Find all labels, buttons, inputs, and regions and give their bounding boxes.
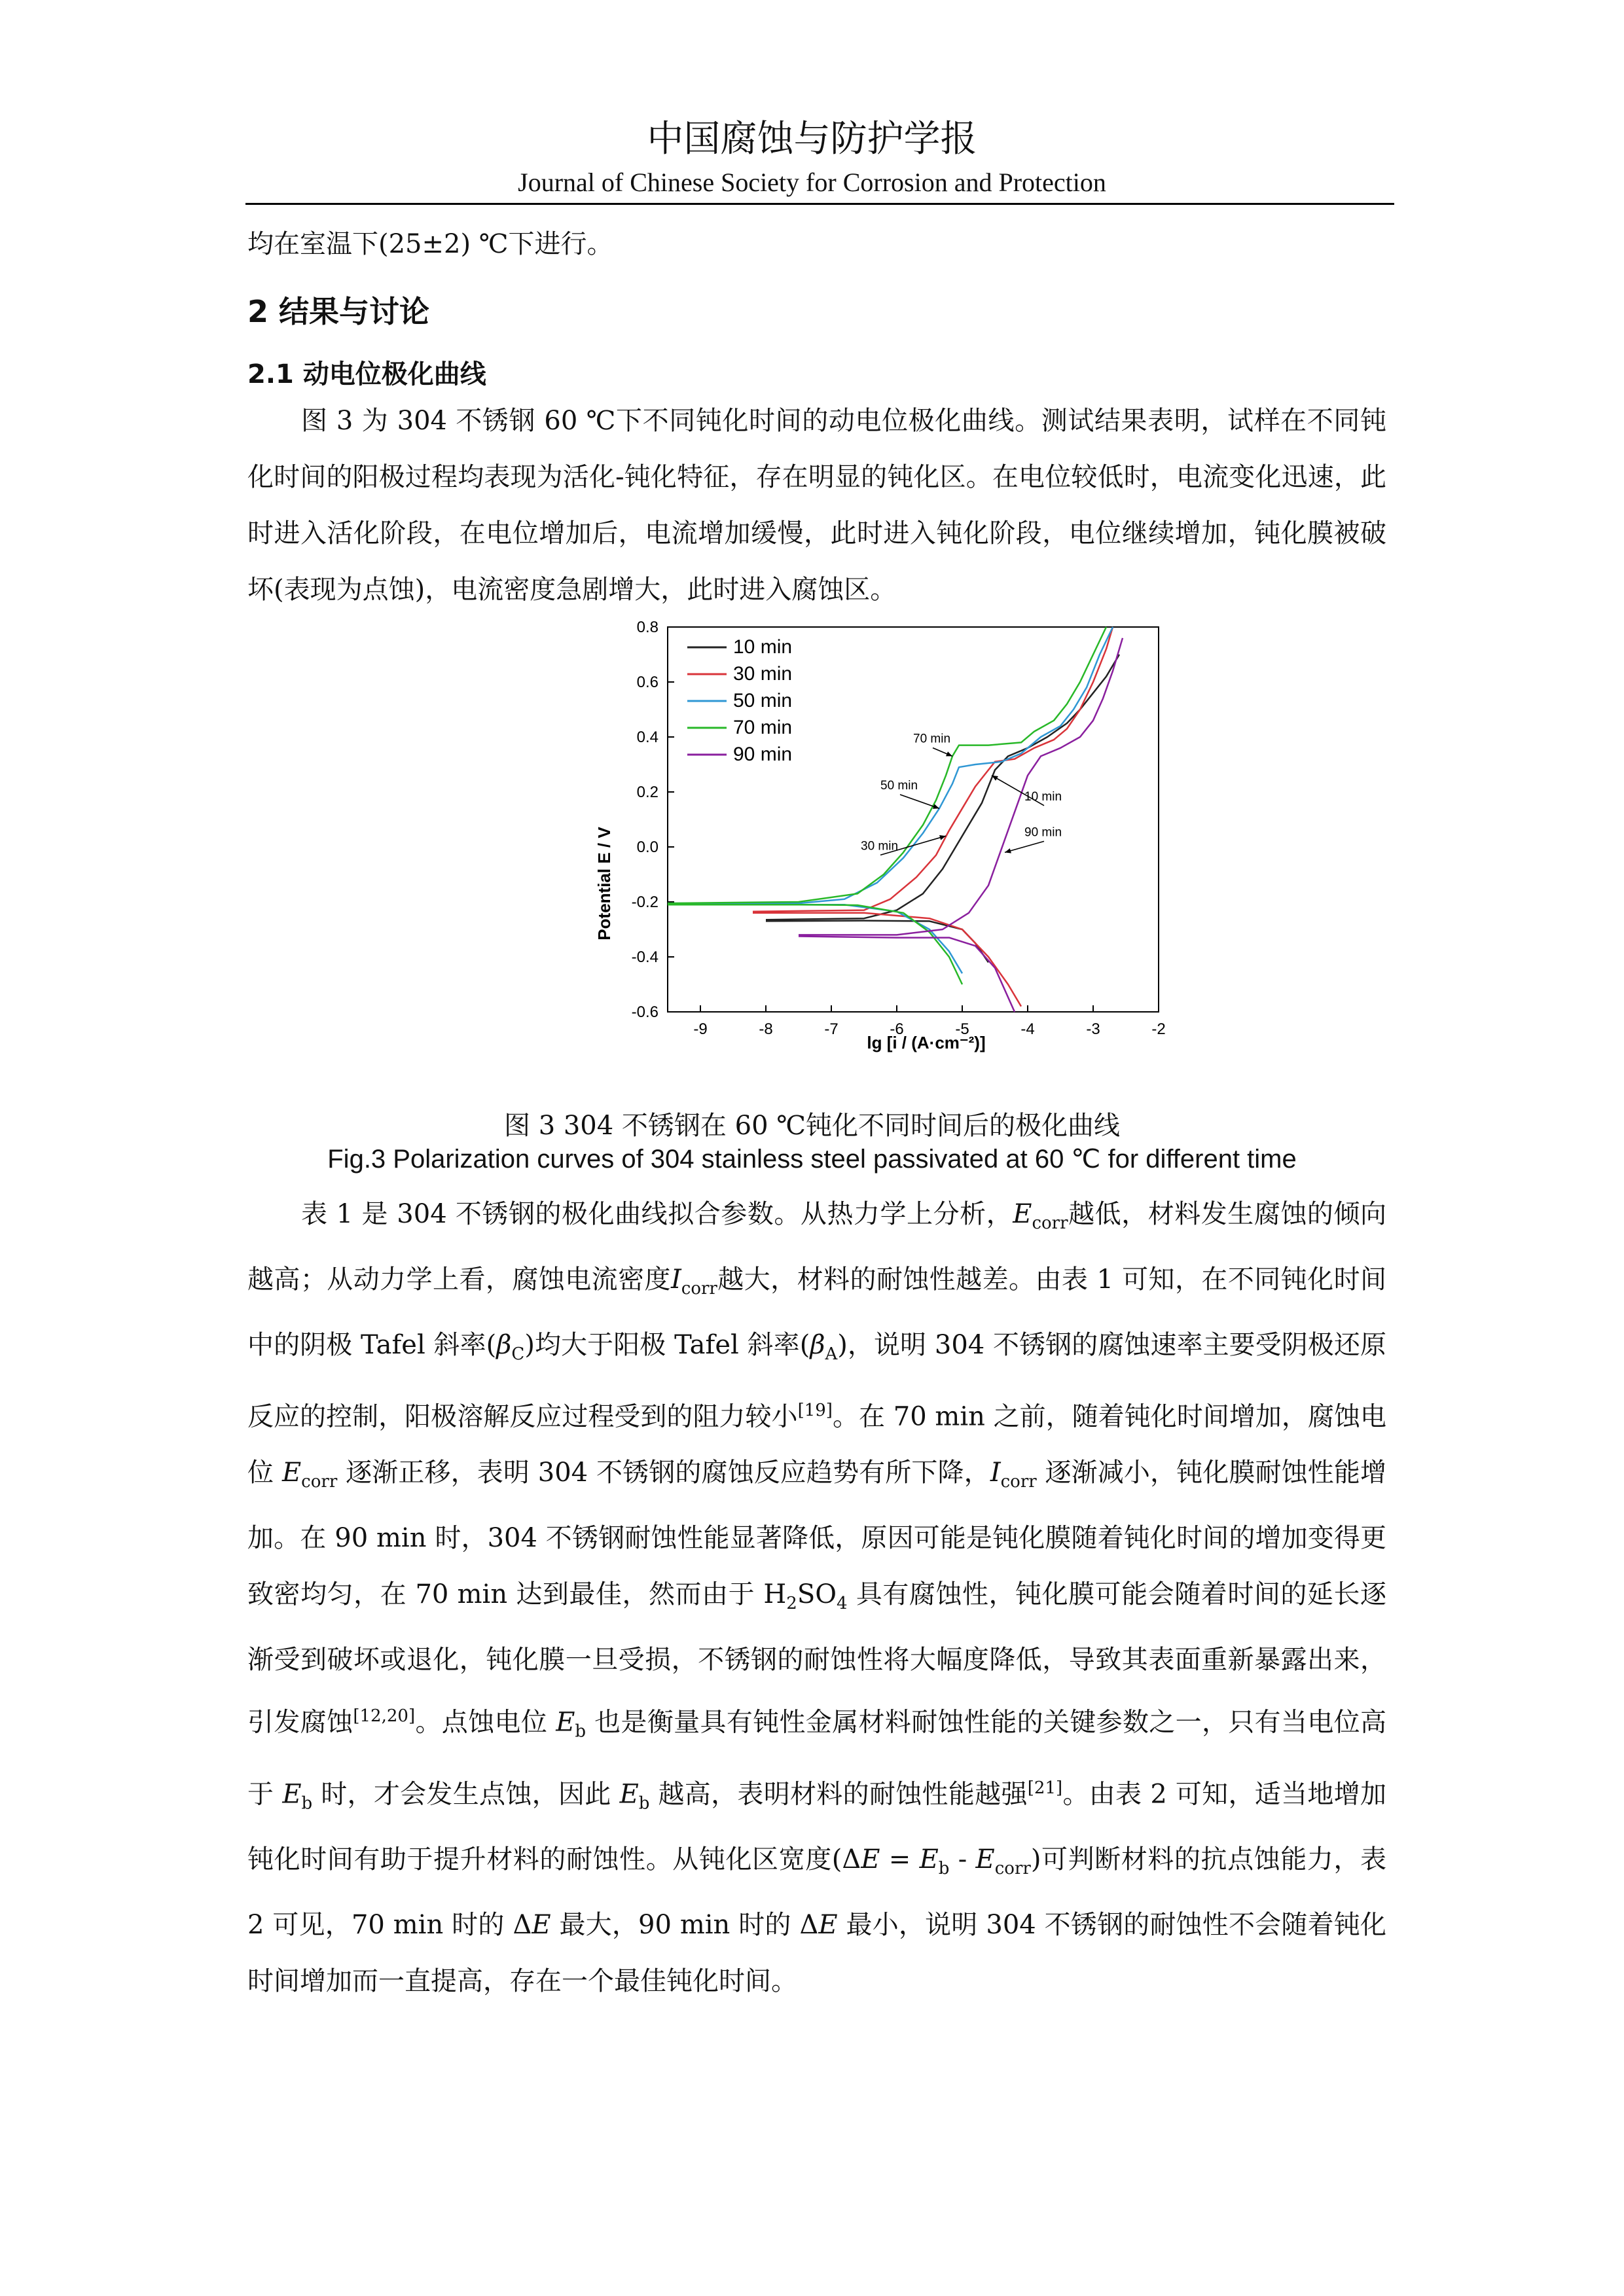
text-run: )可判断材料的抗点蚀能力，表 2 可见，70 min 时的 Δ bbox=[247, 1844, 1386, 1940]
subscript-corr: corr bbox=[681, 1279, 717, 1299]
text-run: 逐渐减小，钝化膜耐蚀性能增加。在 90 min 时，304 不锈钢耐蚀性能显著降低，原因可能是钝化膜随着钝化时间的增加变得更致密均匀，在 70 min 达到最佳，然而由于 H bbox=[247, 1458, 1387, 1610]
x-axis-label: lg [i / (A·cm⁻²)] bbox=[867, 1033, 986, 1052]
series-line-30-min-anodic bbox=[753, 627, 1113, 912]
y-axis-label: Potential E / V bbox=[594, 827, 614, 941]
symbol-E: E bbox=[818, 1909, 838, 1940]
chart-legend bbox=[687, 636, 792, 765]
text-run: 越低，材料发生腐蚀的倾向越高；从动力学上看，腐蚀电流密度 bbox=[247, 1199, 1387, 1295]
annotation-label: 70 min bbox=[913, 732, 951, 746]
symbol-E: E bbox=[281, 1458, 302, 1488]
text-run: 也是衡量具有钝性金属材料耐蚀性能的关键参数之一，只有当电位高于 bbox=[247, 1707, 1387, 1809]
citation-ref: [19] bbox=[797, 1401, 833, 1420]
journal-title-cn: 中国腐蚀与防护学报 bbox=[647, 118, 977, 160]
text-run: )均大于阳极 Tafel 斜率( bbox=[524, 1330, 810, 1360]
header-divider bbox=[245, 203, 1394, 205]
symbol-beta: β bbox=[496, 1330, 512, 1360]
subscript-b: b bbox=[938, 1858, 950, 1878]
subscript-2: 2 bbox=[786, 1594, 797, 1614]
symbol-I: I bbox=[670, 1265, 681, 1295]
text-run: 逐渐正移，表明 304 不锈钢的腐蚀反应趋势有所下降， bbox=[337, 1458, 990, 1488]
journal-title-en: Journal of Chinese Society for Corrosion and Protection bbox=[518, 168, 1106, 197]
chart-ticks bbox=[632, 619, 1166, 1038]
subscript-b: b bbox=[638, 1793, 650, 1813]
subscript-corr: corr bbox=[1000, 1472, 1037, 1492]
symbol-E: E bbox=[619, 1778, 639, 1809]
x-tick-label: -8 bbox=[759, 1020, 773, 1038]
x-tick-label: -7 bbox=[824, 1020, 839, 1038]
subscript-A: A bbox=[825, 1344, 838, 1364]
series-line-30-min-cathodic bbox=[753, 913, 1021, 1007]
text-run: 时，才会发生点蚀，因此 bbox=[312, 1778, 620, 1809]
polarization-chart bbox=[576, 615, 1178, 1113]
subscript-corr: corr bbox=[301, 1472, 338, 1492]
symbol-E: E bbox=[1013, 1199, 1032, 1229]
legend-label: 90 min bbox=[733, 744, 793, 765]
text-run: 越大，材料的耐蚀性越差。由表 1 可知，在不同钝化时间中的阴极 Tafel 斜率( bbox=[247, 1265, 1387, 1360]
series-line-90-min-anodic bbox=[799, 638, 1123, 935]
series-line-50-min-cathodic bbox=[668, 905, 962, 973]
symbol-E: E bbox=[975, 1844, 995, 1874]
text-run: 。在 70 min 之前，随着钝化时间增加，腐蚀电位 bbox=[247, 1401, 1386, 1488]
text-run: SO bbox=[797, 1579, 837, 1610]
legend-label: 70 min bbox=[733, 717, 793, 738]
y-tick-label: 0.4 bbox=[636, 728, 659, 746]
text-run: = bbox=[880, 1844, 920, 1874]
subscript-b: b bbox=[301, 1793, 313, 1813]
text-run: 。点蚀电位 bbox=[415, 1707, 556, 1738]
legend-label: 30 min bbox=[733, 663, 793, 685]
figure-caption-en: Fig.3 Polarization curves of 304 stainless steel passivated at 60 ℃ for different time bbox=[327, 1145, 1297, 1174]
subscript-4: 4 bbox=[837, 1594, 848, 1614]
symbol-beta: β bbox=[810, 1330, 825, 1360]
x-tick-label: -9 bbox=[693, 1020, 708, 1038]
plot-frame bbox=[668, 627, 1159, 1012]
y-tick-label: 0.6 bbox=[636, 673, 659, 691]
annotation-label: 50 min bbox=[880, 779, 918, 793]
chart-series bbox=[668, 627, 1123, 1012]
text-run: 越高，表明材料的耐蚀性能越强 bbox=[649, 1778, 1028, 1809]
x-tick-label: -2 bbox=[1151, 1020, 1166, 1038]
annotation-arrowhead bbox=[1005, 848, 1011, 853]
annotation-arrow bbox=[1005, 841, 1044, 852]
symbol-E: E bbox=[919, 1844, 939, 1874]
paragraph-continued: 均在室温下(25±2) ℃下进行。 bbox=[247, 229, 613, 259]
paragraph-fitting-parameters bbox=[247, 1186, 1386, 2009]
annotation-label: 10 min bbox=[1024, 789, 1062, 804]
y-tick-label: -0.2 bbox=[631, 893, 659, 911]
legend-label: 10 min bbox=[733, 636, 793, 658]
text-run: 具有腐蚀性，钝化膜可能会随着时间的延长逐渐受到破坏或退化，钝化膜一旦受损，不锈钢的耐蚀性将大幅度降低，导致其表面重新暴露出来，引发腐蚀 bbox=[247, 1579, 1387, 1738]
series-line-90-min-cathodic bbox=[799, 937, 1015, 1013]
subscript-C: C bbox=[511, 1344, 525, 1364]
chart-frame bbox=[668, 627, 1159, 1012]
text-run: 表 1 是 304 不锈钢的极化曲线拟合参数。从热力学上分析， bbox=[301, 1199, 1013, 1229]
x-tick-label: -5 bbox=[955, 1020, 969, 1038]
symbol-E: E bbox=[556, 1707, 575, 1738]
y-tick-label: 0.2 bbox=[636, 783, 659, 801]
section-heading-2-1: 2.1 动电位极化曲线 bbox=[247, 359, 486, 389]
citation-ref: [12,20] bbox=[353, 1706, 416, 1727]
y-tick-label: 0.8 bbox=[636, 619, 659, 636]
text-run: - bbox=[949, 1844, 976, 1874]
text-run: )，说明 304 不锈钢的腐蚀速率主要受阴极还原反应的控制，阳极溶解反应过程受到的阻力较小 bbox=[247, 1330, 1386, 1432]
annotation-arrow bbox=[900, 795, 939, 808]
legend-label: 50 min bbox=[733, 690, 793, 711]
series-line-70-min-cathodic bbox=[668, 905, 962, 984]
section-heading-2: 2 结果与讨论 bbox=[247, 294, 430, 329]
x-tick-label: -3 bbox=[1086, 1020, 1100, 1038]
series-line-10-min-anodic bbox=[766, 655, 1119, 920]
symbol-E: E bbox=[282, 1778, 302, 1809]
y-tick-label: -0.6 bbox=[631, 1003, 659, 1021]
subscript-corr: corr bbox=[994, 1858, 1031, 1878]
symbol-E: E bbox=[861, 1844, 880, 1874]
annotation-label: 30 min bbox=[861, 839, 899, 853]
annotation-label: 90 min bbox=[1024, 825, 1062, 840]
figure-polarization-curves bbox=[576, 615, 1178, 1113]
text-run: 最大，90 min 时的 Δ bbox=[550, 1909, 819, 1940]
symbol-E: E bbox=[532, 1909, 551, 1940]
y-tick-label: -0.4 bbox=[631, 948, 659, 966]
y-tick-label: 0.0 bbox=[636, 838, 659, 856]
x-tick-label: -4 bbox=[1020, 1020, 1035, 1038]
text-run: 最小，说明 304 不锈钢的耐蚀性不会随着钝化时间增加而一直提高，存在一个最佳钝化时间。 bbox=[247, 1909, 1386, 1996]
subscript-corr: corr bbox=[1032, 1213, 1068, 1233]
paragraph-polarization-intro: 图 3 为 304 不锈钢 60 ℃下不同钝化时间的动电位极化曲线。测试结果表明，试样在不同钝化时间的阳极过程均表现为活化-钝化特征，存在明显的钝化区。在电位较低时，电流变化迅速，此时进入活化阶段，在电位增加后，电流增加缓慢，此时进入钝化阶段，电位继续增加，钝化膜被破坏(表现为点蚀)，电流密度急剧增大，此时进入腐蚀区。 bbox=[247, 406, 1386, 605]
text-run: 。由表 2 可知，适当地增加钝化时间有助于提升材料的耐蚀性。从钝化区宽度(Δ bbox=[247, 1778, 1386, 1874]
x-tick-label: -6 bbox=[890, 1020, 904, 1038]
figure-caption-cn: 图 3 304 不锈钢在 60 ℃钝化不同时间后的极化曲线 bbox=[503, 1111, 1120, 1141]
symbol-I: I bbox=[990, 1458, 1001, 1488]
citation-ref: [21] bbox=[1027, 1778, 1063, 1798]
subscript-b: b bbox=[575, 1721, 586, 1742]
